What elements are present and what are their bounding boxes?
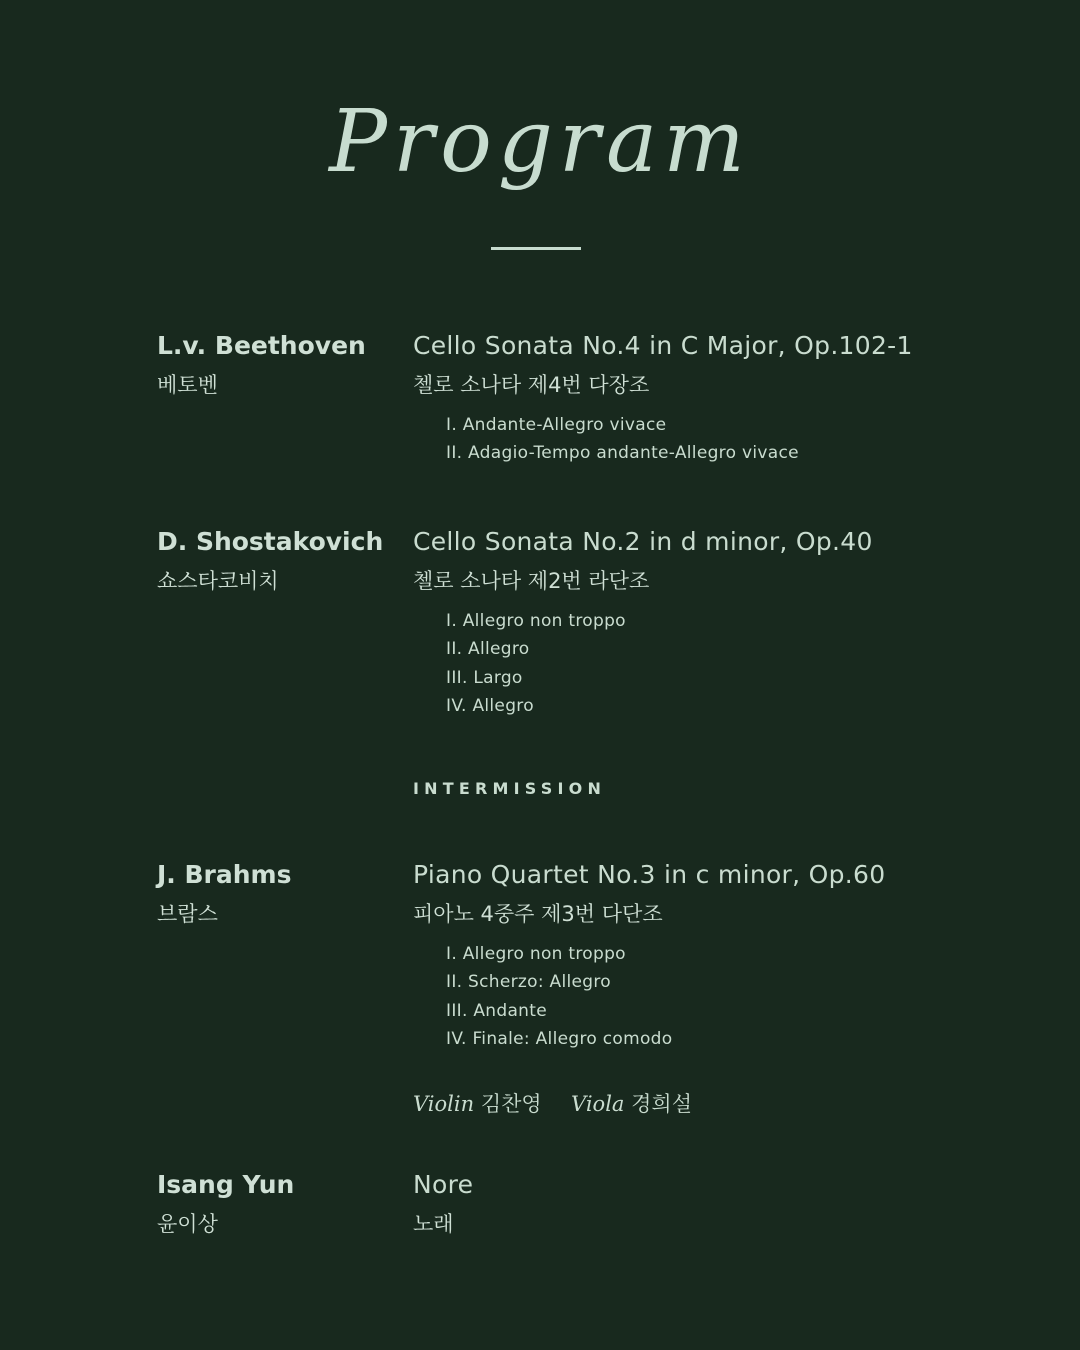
composer-name-en: J. Brahms xyxy=(157,860,292,889)
performer-name: 경희설 xyxy=(631,1092,692,1116)
movement: II. Allegro xyxy=(446,639,530,660)
movement: II. Adagio-Tempo andante-Allegro vivace xyxy=(446,443,799,464)
movement-list xyxy=(446,607,626,720)
composer-name-ko: 베토벤 xyxy=(157,373,218,397)
performers-line xyxy=(413,1088,692,1118)
movement: I. Allegro non troppo xyxy=(446,611,626,631)
composer-name-en: L.v. Beethoven xyxy=(157,331,366,360)
work-title-en: Piano Quartet No.3 in c minor, Op.60 xyxy=(413,860,886,889)
movement: II. Scherzo: Allegro xyxy=(446,972,611,993)
work-title-en: Nore xyxy=(413,1170,474,1199)
title-divider xyxy=(491,247,581,250)
movement: III. Largo xyxy=(446,667,523,688)
work-title-en: Cello Sonata No.4 in C Major, Op.102-1 xyxy=(413,331,913,360)
movement: I. Andante-Allegro vivace xyxy=(446,415,667,435)
movement-list xyxy=(446,940,672,1053)
work-title-ko: 첼로 소나타 제4번 다장조 xyxy=(413,373,650,397)
work-title-ko: 피아노 4중주 제3번 다단조 xyxy=(413,902,663,926)
composer-name-ko: 브람스 xyxy=(157,902,218,926)
composer-name-en: Isang Yun xyxy=(157,1170,295,1199)
composer-name-en: D. Shostakovich xyxy=(157,527,384,556)
movement: III. Andante xyxy=(446,1000,547,1021)
performer-role: Violin xyxy=(413,1092,475,1116)
work-title-en: Cello Sonata No.2 in d minor, Op.40 xyxy=(413,527,873,556)
composer-name-ko: 윤이상 xyxy=(157,1212,218,1236)
performer-role: Viola xyxy=(571,1092,625,1116)
movement: IV. Allegro xyxy=(446,695,534,716)
movement: I. Allegro non troppo xyxy=(446,944,626,964)
intermission-label: INTERMISSION xyxy=(413,779,607,798)
movement: IV. Finale: Allegro comodo xyxy=(446,1028,673,1049)
work-title-ko: 노래 xyxy=(413,1212,454,1236)
movement-list xyxy=(446,411,799,468)
performer-name: 김찬영 xyxy=(480,1092,542,1116)
work-title-ko: 첼로 소나타 제2번 라단조 xyxy=(413,569,650,593)
composer-name-ko: 쇼스타코비치 xyxy=(157,569,279,593)
page-title: Program xyxy=(329,92,751,192)
